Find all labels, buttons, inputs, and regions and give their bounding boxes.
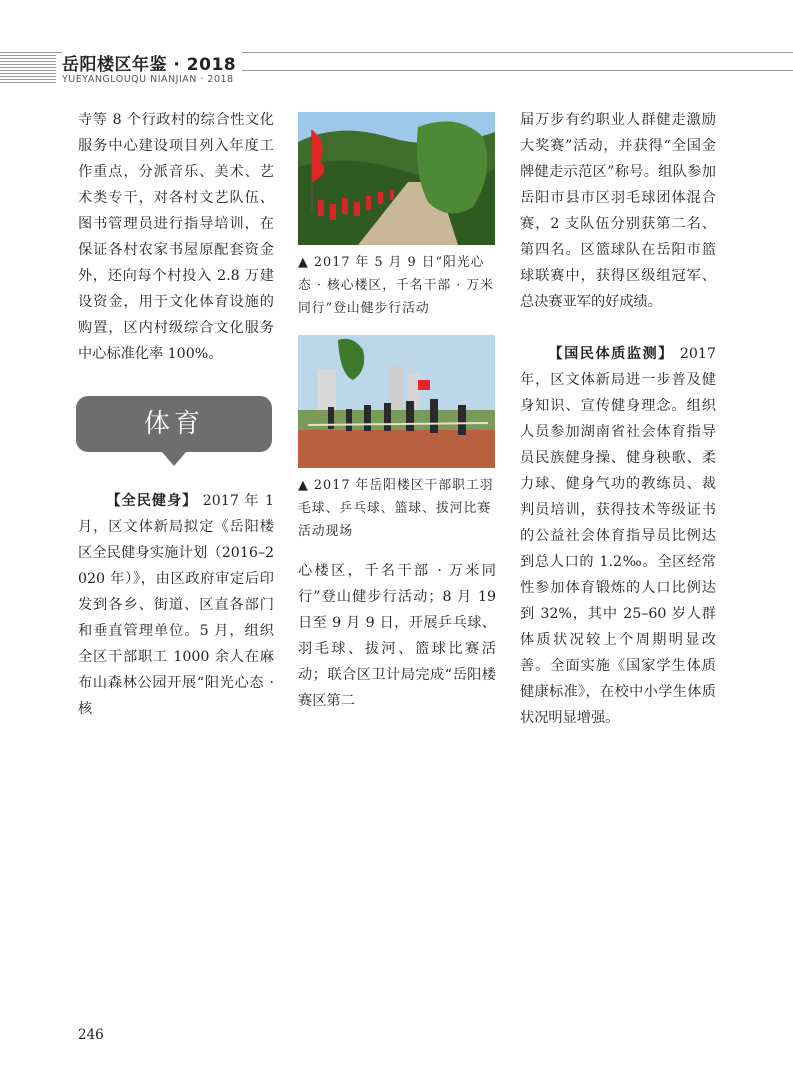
monitoring-text: 2017 年，区文体新局进一步普及健身知识、宣传健身理念。组织人员参加湖南省社会体育指导员民族健身操、健身秧歌、柔力球、健身气功的教练员、裁判员培训，获得技术等级证书的公益社会体育指导员比例达到总人口的 1.2‰。全区经常性参加体育锻炼的人口比例达到 32%，其中 25–60 岁人群体质状况较上个周期明显改善。全面实施《国家学生体质健康标准》，在校中小学生体质状况明显增强。: [520, 346, 716, 726]
fitness-text-part3: 届万步有约职业人群健走激励大奖赛”活动，并获得“全国金牌健走示范区”称号。组队参加岳阳市县市区羽毛球团体混合赛，2 支队伍分别获第二名、第四名。区篮球队在岳阳市篮球联赛中，获得区级组冠军、总决赛亚军的好成绩。: [520, 112, 716, 310]
page-number: 246: [78, 1027, 104, 1043]
photo-caption-2: ▲ 2017 年岳阳楼区干部职工羽毛球、乒乓球、篮球、拔河比赛活动现场: [298, 478, 494, 539]
header-rule-bottom: [228, 70, 793, 71]
fitness-text-part1: 2017 年 1 月，区文体新局拟定《岳阳楼区全民健身实施计划（2016–2020 年）》，由区政府审定后印发到各乡、街道、区直各部门和垂直管理单位。5 月，组织全区干部职工 1000 余人在麻布山森林公园开展“阳光心态 · 核: [78, 493, 274, 717]
column-1-fitness-text: [78, 488, 274, 722]
header-decoration-stripes: [0, 52, 56, 84]
section-heading-sports: 体育: [76, 396, 272, 452]
paragraph-culture-centers: 寺等 8 个行政村的综合性文化服务中心建设项目列入年度工作重点，分派音乐、美术、艺术类专干，对各村文艺队伍、图书管理员进行指导培训，在保证各村农家书屋原配套资金外，还向每个村投入 2.8 万建设资金，用于文化体育设施的购置，区内村级综合文化服务中心标准化率 100%。: [78, 112, 274, 362]
photo-caption-1: ▲ 2017 年 5 月 9 日“阳光心态 · 核心楼区，千名干部 · 万米同行”登山健步行活动: [298, 255, 494, 316]
fitness-text-part2: 心楼区，千名干部 · 万米同行”登山健步行活动；8 月 19 日至 9 月 9 日，开展乒乓球、羽毛球、拔河、篮球比赛活动；联合区卫计局完成“岳阳楼赛区第二: [298, 563, 496, 709]
running-header-title: 岳阳楼区年鉴 · 2018: [62, 50, 242, 75]
paragraph-physique-monitoring: [520, 341, 716, 731]
column-2-fitness-text: [298, 558, 496, 714]
section-heading-tail: [162, 452, 186, 466]
paragraph-national-fitness: [78, 488, 274, 722]
photo-hiking-event: [298, 112, 495, 245]
running-header-subtitle: YUEYANGLOUQU NIANJIAN · 2018: [62, 74, 234, 85]
keyword-national-fitness: 【全民健身】: [106, 493, 198, 509]
keyword-physique-monitoring: 【国民体质监测】: [548, 346, 674, 362]
column-3-text: [520, 107, 716, 731]
column-1-continued-text: [78, 107, 274, 367]
photo-tug-of-war: [298, 335, 495, 468]
